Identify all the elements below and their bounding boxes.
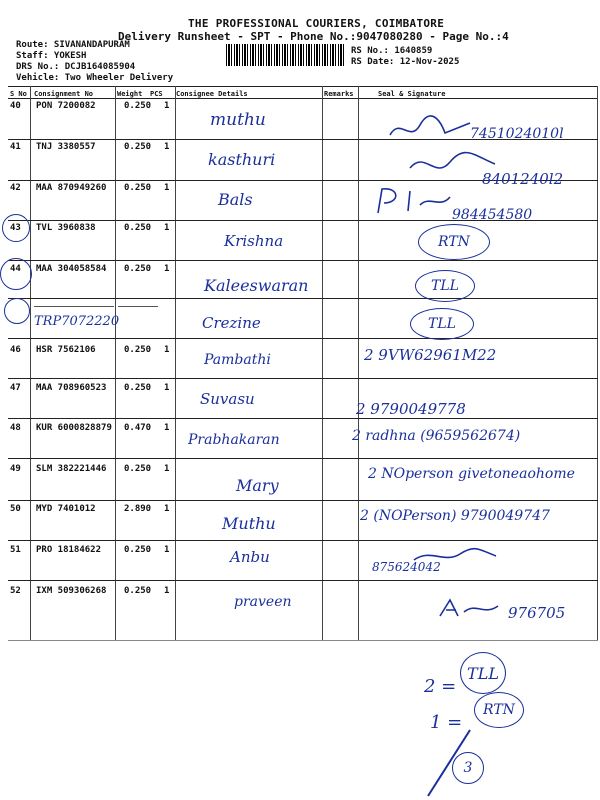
consignee-signature: Muthu <box>222 514 276 533</box>
row-rule <box>8 640 598 641</box>
consignment-handwritten: TRP7072220 <box>34 314 120 329</box>
row-pcs: 1 <box>164 504 170 514</box>
row-consignment-no: KUR 6000828879 <box>36 423 112 433</box>
summary-line1-prefix: 2 = <box>424 676 457 697</box>
row-rule <box>8 260 598 261</box>
row-consignment-no: PON 7200082 <box>36 101 96 111</box>
col-divider <box>322 86 323 641</box>
row-weight: 0.250 <box>124 464 152 474</box>
consignee-signature: kasthuri <box>208 150 276 169</box>
col-pcs: PCS <box>150 90 163 98</box>
signature-scribble <box>370 185 460 217</box>
row-sno: 51 <box>10 545 21 555</box>
row-weight: 0.470 <box>124 423 152 433</box>
row-pcs: 1 <box>164 545 170 555</box>
row-pcs: 1 <box>164 142 170 152</box>
strikeout-line <box>118 306 158 307</box>
col-divider <box>597 86 598 641</box>
vehicle-label: Vehicle: Two Wheeler Delivery <box>16 73 174 83</box>
col-consignee: Consignee Details <box>176 90 248 98</box>
row-sno: 43 <box>10 223 21 233</box>
row-pcs: 1 <box>164 183 170 193</box>
row-sno: 50 <box>10 504 21 514</box>
consignee-signature: Mary <box>236 476 279 495</box>
col-remarks: Remarks <box>324 90 354 98</box>
summary-rtn-circle: RTN <box>474 692 524 728</box>
row-marker-circle <box>0 258 32 290</box>
route-label: Route: SIVANANDAPURAM <box>16 40 130 50</box>
col-divider <box>115 86 116 641</box>
row-weight: 0.250 <box>124 142 152 152</box>
consignee-signature: Prabhakaran <box>188 432 280 448</box>
header-bottom-rule <box>8 98 598 99</box>
row-weight: 2.890 <box>124 504 152 514</box>
row-consignment-no: MAA 708960523 <box>36 383 107 393</box>
seal-phone: 2 9790049778 <box>356 400 466 418</box>
row-sno: 47 <box>10 383 21 393</box>
runsheet-subtitle: Delivery Runsheet - SPT - Phone No.:9047080280 - Page No.:4 <box>118 30 509 43</box>
row-pcs: 1 <box>164 586 170 596</box>
seal-phone: 7451024010l <box>470 126 564 142</box>
consignee-signature: Kaleeswaran <box>204 276 309 295</box>
col-weight: Weight <box>117 90 143 98</box>
row-rule <box>8 418 598 419</box>
consignee-signature: Bals <box>218 190 253 209</box>
row-weight: 0.250 <box>124 223 152 233</box>
row-weight: 0.250 <box>124 383 152 393</box>
row-marker-circle <box>4 298 30 324</box>
consignee-signature: muthu <box>210 110 266 130</box>
row-sno: 46 <box>10 345 21 355</box>
seal-phone: 2 NOperson givetoneaohome <box>368 466 575 482</box>
rs-number: RS No.: 1640859 <box>351 46 433 56</box>
seal-phone: 2 (NOPerson) 9790049747 <box>360 508 550 524</box>
row-pcs: 1 <box>164 464 170 474</box>
row-rule <box>8 500 598 501</box>
row-pcs: 1 <box>164 423 170 433</box>
seal-phone: 976705 <box>508 604 566 622</box>
row-consignment-no: HSR 7562106 <box>36 345 96 355</box>
row-rule <box>8 580 598 581</box>
row-rule <box>8 540 598 541</box>
signature-scribble <box>436 596 506 620</box>
row-rule <box>8 338 598 339</box>
table-top-rule <box>8 86 598 87</box>
row-sno: 48 <box>10 423 21 433</box>
consignee-signature: Pambathi <box>204 352 271 368</box>
rtn-stamp: RTN <box>418 224 490 260</box>
row-consignment-no: IXM 509306268 <box>36 586 107 596</box>
row-pcs: 1 <box>164 383 170 393</box>
barcode-image <box>226 44 346 66</box>
row-sno: 41 <box>10 142 21 152</box>
row-weight: 0.250 <box>124 545 152 555</box>
row-consignment-no: MAA 304058584 <box>36 264 107 274</box>
row-consignment-no: PRO 18184622 <box>36 545 102 555</box>
row-consignment-no: TNJ 3380557 <box>36 142 96 152</box>
row-rule <box>8 298 598 299</box>
consignee-signature: Anbu <box>230 548 270 566</box>
strikeout-line <box>34 306 114 307</box>
row-sno: 44 <box>10 264 21 274</box>
consignee-signature: praveen <box>234 594 292 610</box>
seal-phone: 875624042 <box>372 560 441 574</box>
staff-label: Staff: YOKESH <box>16 51 87 61</box>
row-weight: 0.250 <box>124 183 152 193</box>
consignee-signature: Krishna <box>224 232 284 250</box>
row-sno: 52 <box>10 586 21 596</box>
company-title: THE PROFESSIONAL COURIERS, COIMBATORE <box>188 17 445 30</box>
rs-date: RS Date: 12-Nov-2025 <box>351 57 460 67</box>
consignee-signature: Suvasu <box>200 390 255 408</box>
summary-tll-circle: TLL <box>460 652 506 694</box>
col-divider <box>30 86 31 641</box>
row-weight: 0.250 <box>124 101 152 111</box>
row-rule <box>8 458 598 459</box>
tll-stamp: TLL <box>415 270 475 302</box>
row-pcs: 1 <box>164 101 170 111</box>
seal-phone: 8401240l2 <box>482 170 564 188</box>
row-pcs: 1 <box>164 223 170 233</box>
tll-stamp: TLL <box>410 308 474 340</box>
drs-number: DRS No.: DCJB164085904 <box>16 62 136 72</box>
row-pcs: 1 <box>164 345 170 355</box>
col-sno: S No <box>10 90 27 98</box>
row-sno: 42 <box>10 183 21 193</box>
row-consignment-no: MAA 870949260 <box>36 183 107 193</box>
col-seal: Seal & Signature <box>378 90 446 98</box>
seal-phone: 984454580 <box>452 207 533 223</box>
col-divider <box>358 86 359 641</box>
summary-line2-prefix: 1 = <box>430 712 463 733</box>
row-consignment-no: MYD 7401012 <box>36 504 96 514</box>
row-consignment-no: SLM 382221446 <box>36 464 107 474</box>
row-pcs: 1 <box>164 264 170 274</box>
seal-phone: 2 9VW62961M22 <box>364 346 497 364</box>
row-consignment-no: TVL 3960838 <box>36 223 96 233</box>
signature-scribble <box>385 115 475 145</box>
row-weight: 0.250 <box>124 586 152 596</box>
col-consignment: Consignment No <box>34 90 94 98</box>
row-sno: 40 <box>10 101 21 111</box>
col-divider <box>175 86 176 641</box>
row-weight: 0.250 <box>124 345 152 355</box>
summary-count-circle: 3 <box>452 752 484 784</box>
row-weight: 0.250 <box>124 264 152 274</box>
seal-phone: 2 radhna (9659562674) <box>352 428 521 444</box>
consignee-signature: Crezine <box>202 314 261 332</box>
row-sno: 49 <box>10 464 21 474</box>
row-rule <box>8 378 598 379</box>
